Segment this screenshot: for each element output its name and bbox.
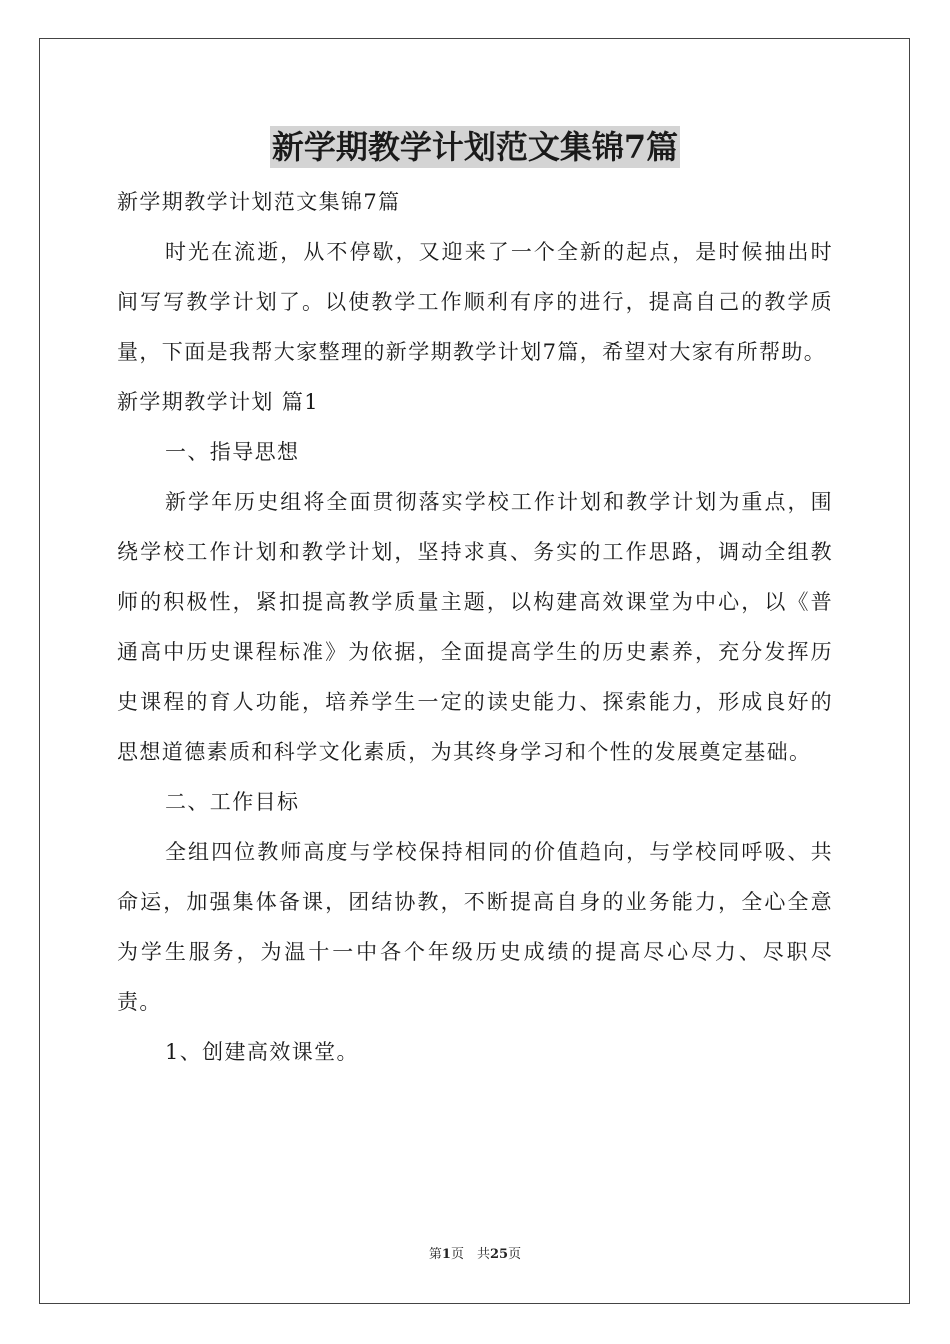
document-body — [117, 177, 833, 1077]
footer-mid: 页 共 — [450, 1247, 490, 1262]
document-title: 新学期教学计划范文集锦7篇 — [271, 128, 679, 166]
intro-paragraph: 时光在流逝，从不停歇，又迎来了一个全新的起点，是时候抽出时间写写教学计划了。以使教学工作顺利有序的进行，提高自己的教学质量，下面是我帮大家整理的新学期教学计划7篇，希望对大家有所帮助。 — [117, 240, 833, 364]
footer-current-page: 1 — [441, 1247, 451, 1262]
footer-total-pages: 25 — [489, 1247, 509, 1262]
list-item-efficient-classroom: 1、创建高效课堂。 — [165, 1040, 359, 1064]
footer-prefix: 第 — [428, 1247, 442, 1262]
title-wrap — [0, 126, 950, 168]
section-heading: 新学期教学计划 篇1 — [117, 390, 320, 414]
page-footer — [0, 1246, 950, 1264]
footer-suffix: 页 — [508, 1247, 522, 1262]
guiding-ideology-paragraph: 新学年历史组将全面贯彻落实学校工作计划和教学计划为重点，围绕学校工作计划和教学计划，坚持求真、务实的工作思路，调动全组教师的积极性，紧扣提高教学质量主题，以构建高效课堂为中心，以《普通高中历史课程标准》为依据，全面提高学生的历史素养，充分发挥历史课程的育人功能，培养学生一定的读史能力、探索能力，形成良好的思想道德素质和科学文化素质，为其终身学习和个性的发展奠定基础。 — [117, 490, 833, 764]
work-goals-paragraph: 全组四位教师高度与学校保持相同的价值趋向，与学校同呼吸、共命运，加强集体备课，团结协教，不断提高自身的业务能力，全心全意为学生服务，为温十一中各个年级历史成绩的提高尽心尽力、尽职尽责。 — [117, 840, 833, 1014]
document-subtitle: 新学期教学计划范文集锦7篇 — [117, 190, 401, 214]
heading-work-goals: 二、工作目标 — [165, 790, 300, 814]
heading-guiding-ideology: 一、指导思想 — [165, 440, 300, 464]
